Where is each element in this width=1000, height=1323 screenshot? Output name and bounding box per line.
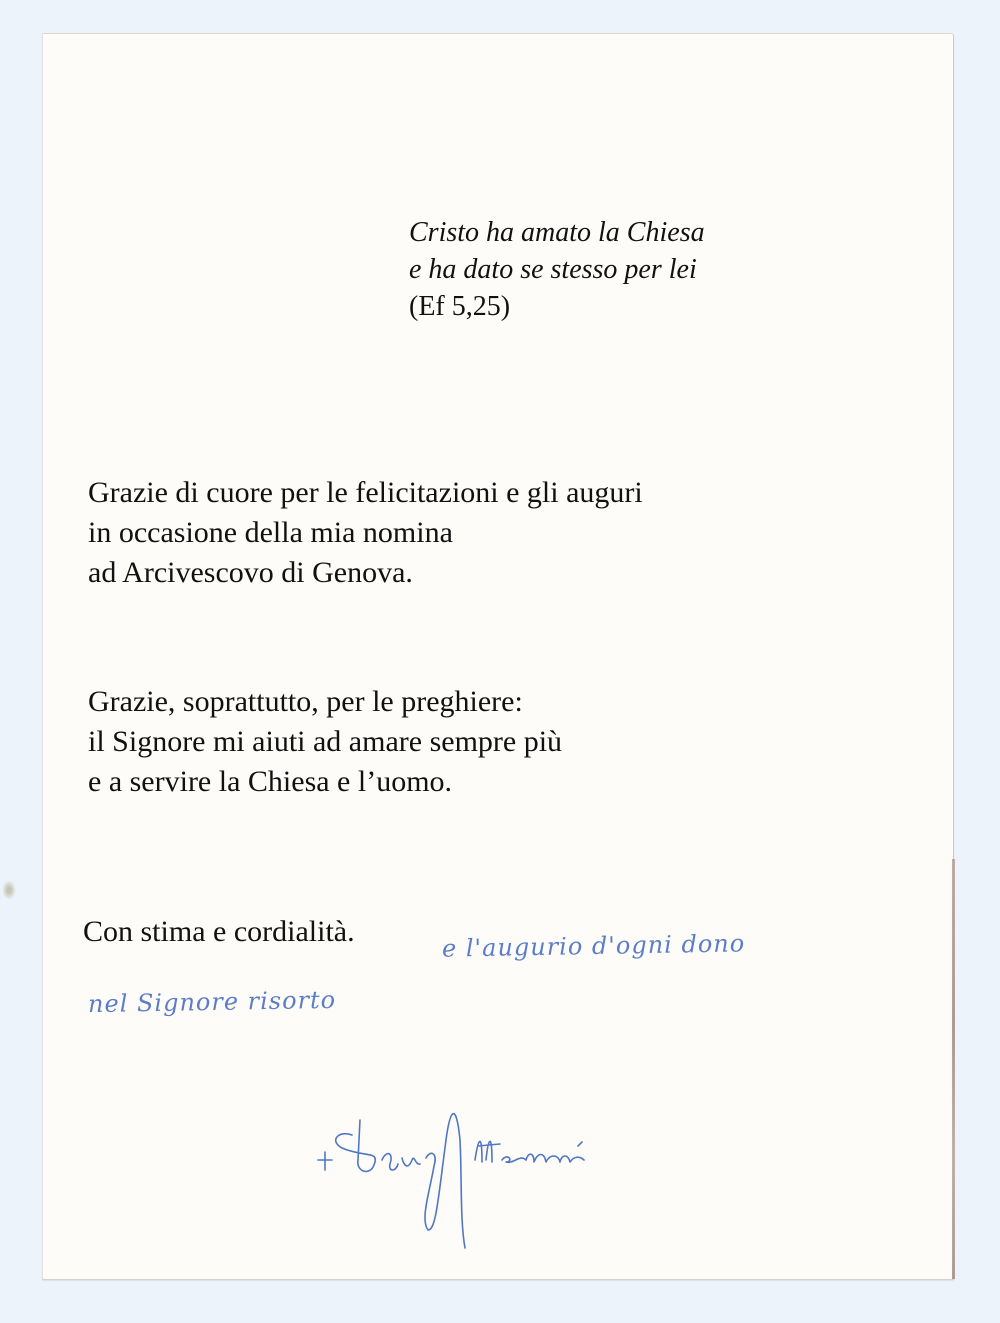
epigraph-reference: (Ef 5,25) — [409, 291, 511, 322]
thanks-line-3: ad Arcivescovo di Genova. — [88, 556, 413, 589]
handwritten-note-line-2: nel Signore risorto — [87, 985, 337, 1019]
epigraph-line-1: Cristo ha amato la Chiesa — [409, 217, 705, 248]
prayers-paragraph — [88, 682, 562, 802]
thanks-paragraph — [88, 473, 643, 593]
signature-scribble-icon — [270, 1080, 690, 1260]
thanks-line-1: Grazie di cuore per le felicitazioni e gli auguri — [88, 476, 643, 509]
card-edge-stain — [952, 859, 955, 1279]
closing-line: Con stima e cordialità. — [83, 915, 355, 948]
prayers-line-1: Grazie, soprattutto, per le preghiere: — [88, 685, 523, 718]
prayers-line-3: e a servire la Chiesa e l’uomo. — [88, 765, 453, 798]
thanks-line-2: in occasione della mia nomina — [88, 516, 453, 549]
scanner-smudge — [2, 880, 16, 900]
signature — [270, 1080, 690, 1260]
handwritten-note-line-1: e l'augurio d'ogni dono — [441, 929, 746, 963]
epigraph — [409, 214, 705, 325]
prayers-line-2: il Signore mi aiuti ad amare sempre più — [88, 725, 563, 758]
epigraph-line-2: e ha dato se stesso per lei — [409, 254, 697, 285]
